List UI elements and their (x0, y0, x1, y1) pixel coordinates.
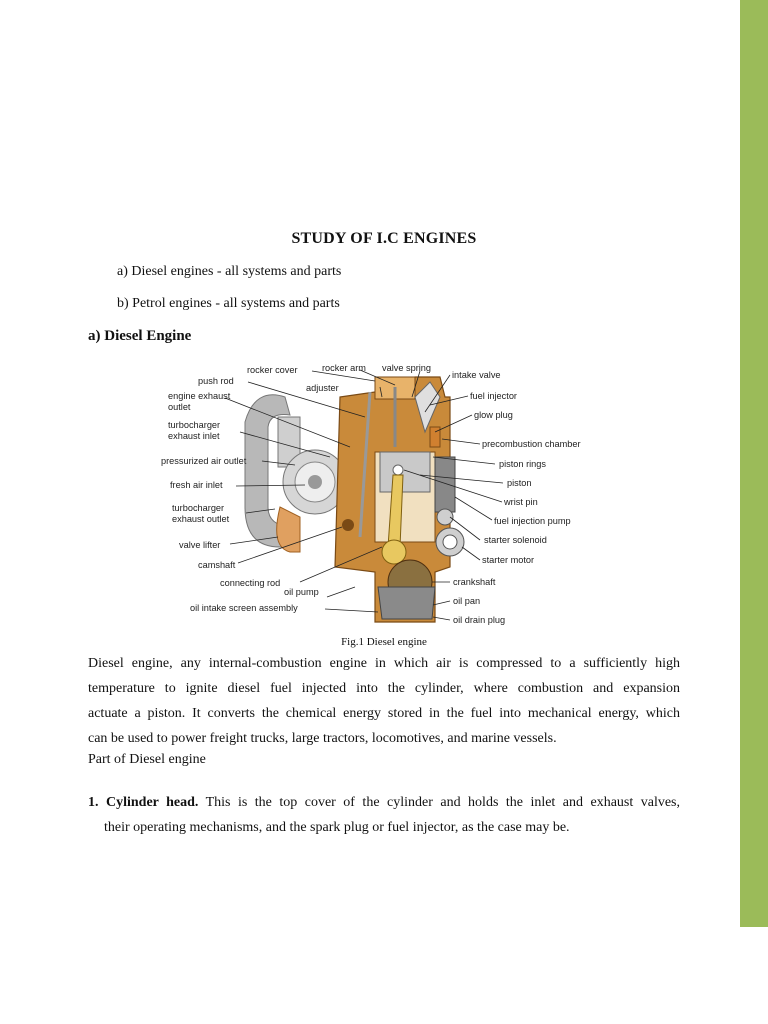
label-rocker-cover: rocker cover (247, 365, 298, 375)
label-crankshaft: crankshaft (453, 577, 496, 587)
para-line: actuate a piston. It converts the chemical energy stored in the fuel into mechanical energy, which (88, 706, 680, 721)
label-oil-intake-screen: oil intake screen assembly (190, 603, 298, 613)
label-push-rod: push rod (198, 376, 234, 386)
label-turbocharger-1: turbocharger (168, 420, 221, 430)
label-valve-lifter: valve lifter (179, 540, 221, 550)
label-oil-pump: oil pump (284, 587, 319, 597)
green-side-bar (740, 0, 768, 927)
label-rocker-arm: rocker arm (322, 363, 366, 373)
label-exhaust-outlet: exhaust outlet (172, 514, 230, 524)
para-line: temperature to ignite diesel fuel injected into the cylinder, where combustion and expansion (88, 681, 680, 696)
label-engine-exhaust: engine exhaust (168, 391, 231, 401)
diesel-description (88, 651, 680, 751)
label-starter-solenoid: starter solenoid (484, 535, 547, 545)
label-starter-motor: starter motor (482, 555, 535, 565)
label-intake-valve: intake valve (452, 370, 501, 380)
label-precombustion-chamber: precombustion chamber (482, 439, 581, 449)
section-heading: a) Diesel Engine (88, 328, 192, 344)
label-connecting-rod: connecting rod (220, 578, 281, 588)
item-number: 1. (88, 795, 99, 810)
label-piston-rings: piston rings (499, 459, 546, 469)
label-piston: piston (507, 478, 532, 488)
item-text-2: their operating mechanisms, and the spark plug or fuel injector, as the case may be. (104, 820, 570, 835)
diesel-engine-figure (150, 357, 620, 629)
parts-heading: Part of Diesel engine (88, 752, 206, 767)
toc-item-diesel: a) Diesel engines - all systems and parts (117, 264, 342, 279)
label-glow-plug: glow plug (474, 410, 513, 420)
label-exhaust-inlet: exhaust inlet (168, 431, 220, 441)
page-title: STUDY OF I.C ENGINES (291, 230, 477, 247)
label-fresh-air-inlet: fresh air inlet (170, 480, 223, 490)
label-fuel-injector: fuel injector (470, 391, 517, 401)
label-oil-pan: oil pan (453, 596, 481, 606)
item-term: Cylinder head. (105, 795, 199, 810)
label-adjuster: adjuster (306, 383, 339, 393)
label-fuel-injection-pump: fuel injection pump (494, 516, 571, 526)
label-engine-exhaust-2: outlet (168, 402, 191, 412)
label-pressurized-air-outlet: pressurized air outlet (161, 456, 247, 466)
figure-caption: Fig.1 Diesel engine (341, 636, 427, 648)
list-item-cylinder-head (88, 790, 680, 840)
label-valve-spring: valve spring (382, 363, 432, 373)
label-camshaft: camshaft (198, 560, 236, 570)
para-line: Diesel engine, any internal-combustion engine in which air is compressed to a sufficiently high (88, 656, 680, 671)
list-item-line-1 (88, 790, 680, 815)
toc-item-petrol: b) Petrol engines - all systems and parts (117, 296, 340, 311)
label-turbocharger-2: turbocharger (172, 503, 225, 513)
label-oil-drain-plug: oil drain plug (453, 615, 506, 625)
item-text-1: This is the top cover of the cylinder and holds the inlet and exhaust valves, (198, 795, 680, 810)
para-line: can be used to power freight trucks, large tractors, locomotives, and marine vessels. (88, 731, 557, 746)
label-wrist-pin: wrist pin (504, 497, 538, 507)
